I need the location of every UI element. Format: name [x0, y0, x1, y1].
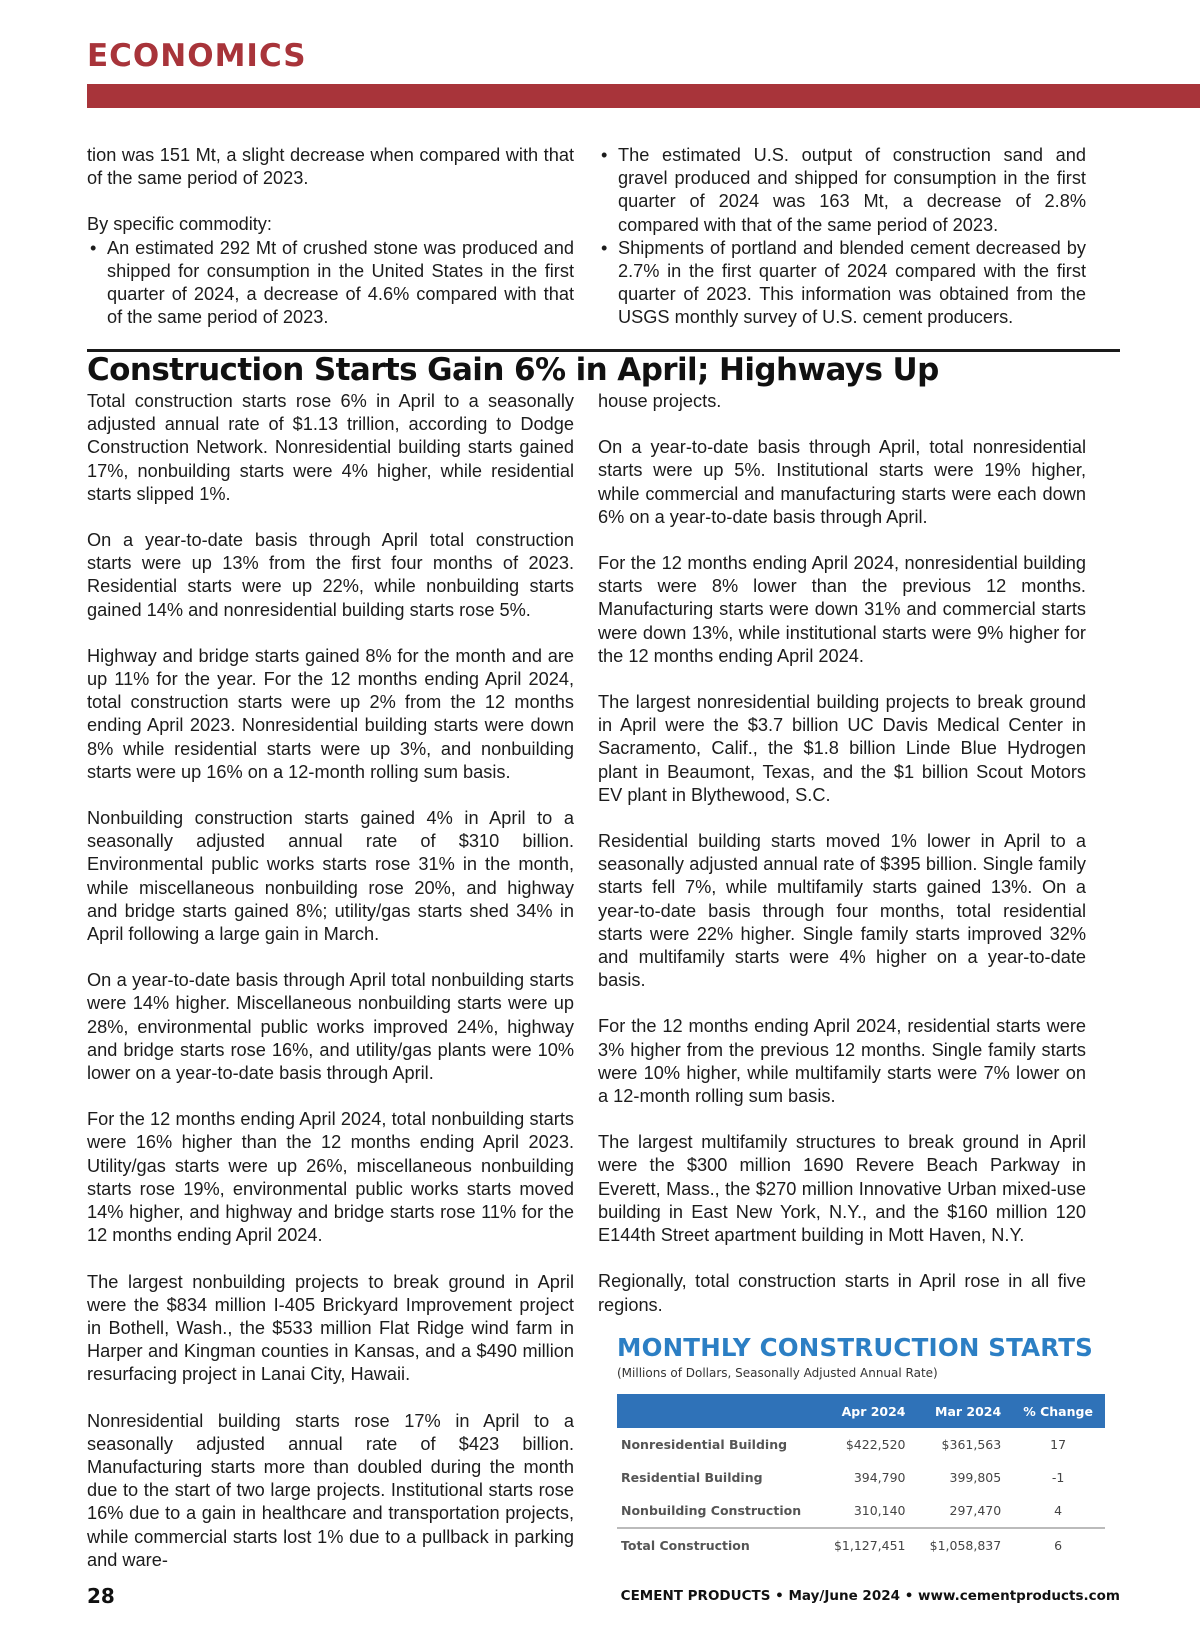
table-row [617, 1428, 1105, 1461]
column-header [617, 1394, 820, 1428]
table-cell: 6 [1011, 1528, 1105, 1562]
table-cell: $361,563 [941, 1437, 1002, 1452]
paragraph: The largest nonresidential building projects to break ground in April were the $3.7 billion UC Davis Medical Center in Sacramento, Calif., the $1.8 billion Linde Blue Hydrogen plant in Beaumont, Texas, and the $1 billion Scout Motors EV plant in Blythewood, S.C. [598, 692, 1086, 805]
article-left-column [87, 390, 574, 1572]
row-label: Nonresidential Building [621, 1437, 788, 1452]
paragraph: On a year-to-date basis through April total nonbuilding starts were 14% higher. Miscellaneous nonbuilding starts were up 28%, environmental public works improved 24%, highway and bridge starts rose 16%, and utility/gas plants were 10% lower on a year-to-date basis through April. [87, 970, 574, 1084]
table-cell: $422,520 [845, 1437, 906, 1452]
table-total-row [617, 1528, 1105, 1562]
paragraph: Nonbuilding construction starts gained 4% in April to a seasonally adjusted annual rate of $310 billion. Environmental public works starts rose 31% in the month, while miscellaneous nonbuilding rose 20%, and highway and bridge starts gained 8%; utility/gas starts shed 34% in April following a large gain in March. [87, 808, 574, 945]
starts-table [617, 1394, 1105, 1562]
section-label: ECONOMICS [87, 38, 307, 74]
column-header: Apr 2024 [820, 1394, 916, 1428]
bullet-item: • Shipments of portland and blended cement decreased by 2.7% in the first quarter of 2024 compared with the first quarter of 2023. This information was obtained from the USGS monthly survey of U.S. cement producers. [598, 237, 1086, 330]
paragraph: Nonresidential building starts rose 17% in April to a seasonally adjusted annual rate of $423 billion. Manufacturing starts more than doubled during the month due to the start of two large projects. Institutional starts rose 16% due to a gain in healthcare and transportation projects, while commercial starts lost 1% due to a pullback in parking and ware- [87, 1410, 574, 1570]
paragraph: Highway and bridge starts gained 8% for the month and are up 11% for the year. For the 12 months ending April 2024, total construction starts were up 2% from the 12 months ending April 2023. Nonresidential building starts were down 8% while residential starts were up 3%, and nonbuilding starts were up 16% on a 12-month rolling sum basis. [87, 645, 574, 782]
monthly-starts-table-box [617, 1333, 1107, 1562]
table-cell: 399,805 [949, 1470, 1002, 1485]
table-cell: 4 [1054, 1503, 1063, 1518]
top-right-column [598, 144, 1086, 330]
table-cell: 394,790 [853, 1470, 906, 1485]
paragraph: The largest multifamily structures to break ground in April were the $300 million 1690 Revere Beach Parkway in Everett, Mass., the $270 million Innovative Urban mixed-use building in East New York, N.Y., and the $160 million 120 E144th Street apartment building in Mott Haven, N.Y. [598, 1132, 1086, 1246]
row-label: Nonbuilding Construction [621, 1503, 802, 1518]
table-title: MONTHLY CONSTRUCTION STARTS [617, 1333, 1094, 1362]
paragraph: On a year-to-date basis through April total construction starts were up 13% from the first four months of 2023. Residential starts were up 22%, while nonbuilding starts gained 14% and nonresidential building starts rose 5%. [87, 530, 574, 620]
paragraph: For the 12 months ending April 2024, total nonbuilding starts were 16% higher than the 12 months ending April 2023. Utility/gas starts were up 26%, miscellaneous nonbuilding starts rose 19%, environmental public works starts moved 14% higher, and highway and bridge starts rose 11% for the 12 months ending April 2024. [87, 1109, 574, 1246]
table-subtitle: (Millions of Dollars, Seasonally Adjusted Annual Rate) [617, 1366, 938, 1380]
paragraph: Total construction starts rose 6% in April to a seasonally adjusted annual rate of $1.13 trillion, according to Dodge Construction Network. Nonresidential building starts gained 17%, nonbuilding starts were 4% higher, while residential starts slipped 1%. [87, 391, 574, 504]
row-label: Total Construction [617, 1528, 820, 1562]
paragraph: tion was 151 Mt, a slight decrease when compared with that of the same period of 2023. [87, 145, 574, 189]
table-header-row [617, 1394, 1105, 1428]
bullet-list [87, 237, 574, 330]
top-left-column [87, 144, 574, 329]
table-cell: 297,470 [949, 1503, 1002, 1518]
article-headline: Construction Starts Gain 6% in April; Highways Up [87, 352, 939, 388]
table-cell: $1,058,837 [916, 1528, 1012, 1562]
table-cell: $1,127,451 [820, 1528, 916, 1562]
bullet-item: • The estimated U.S. output of construction sand and gravel produced and shipped for consumption in the first quarter of 2024 was 163 Mt, a decrease of 2.8% compared with that of the same period of 2023. [598, 144, 1086, 237]
table-cell: 17 [1050, 1437, 1067, 1452]
paragraph: For the 12 months ending April 2024, residential starts were 3% higher from the previous 12 months. Single family starts were 10% higher, while multifamily starts were 7% lower on a 12-month rolling sum basis. [598, 1016, 1086, 1107]
table-row [617, 1494, 1105, 1528]
table-cell: -1 [1051, 1470, 1065, 1485]
paragraph: Residential building starts moved 1% lower in April to a seasonally adjusted annual rate of $395 billion. Single family starts fell 7%, while multifamily starts gained 13%. On a year-to-date basis through four months, total residential starts were 22% higher. Single family starts improved 32% and multifamily starts were 4% higher on a year-to-date basis. [598, 831, 1086, 991]
paragraph: On a year-to-date basis through April, total nonresidential starts were up 5%. Institutional starts were 19% higher, while commercial and manufacturing starts were each down 6% on a year-to-date basis through April. [598, 437, 1086, 527]
paragraph: Regionally, total construction starts in April rose in all five regions. [598, 1271, 1086, 1315]
paragraph: house projects. [598, 391, 722, 411]
page-number: 28 [87, 1584, 115, 1608]
bullet-list [598, 144, 1086, 330]
paragraph: The largest nonbuilding projects to break ground in April were the $834 million I-405 Brickyard Improvement project in Bothell, Wash., the $533 million Flat Ridge wind farm in Harper and Kingman counties in Kansas, and a $490 million resurfacing project in Lanai City, Hawaii. [87, 1271, 574, 1385]
publication-footer: CEMENT PRODUCTS • May/June 2024 • www.cementproducts.com [620, 1588, 1120, 1604]
table-cell: 310,140 [853, 1503, 906, 1518]
column-header: Mar 2024 [916, 1394, 1012, 1428]
column-header: % Change [1011, 1394, 1105, 1428]
table-row [617, 1461, 1105, 1494]
section-bar [87, 84, 1200, 108]
paragraph: For the 12 months ending April 2024, nonresidential building starts were 8% lower than the previous 12 months. Manufacturing starts were down 31% and commercial starts were down 13%, while institutional starts were 9% higher for the 12 months ending April 2024. [598, 553, 1086, 666]
paragraph: By specific commodity: [87, 214, 272, 235]
row-label: Residential Building [621, 1470, 763, 1485]
bullet-item: • An estimated 292 Mt of crushed stone was produced and shipped for consumption in the United States in the first quarter of 2024, a decrease of 4.6% compared with that of the same period of 2023. [87, 237, 574, 330]
article-right-column [598, 390, 1086, 1317]
